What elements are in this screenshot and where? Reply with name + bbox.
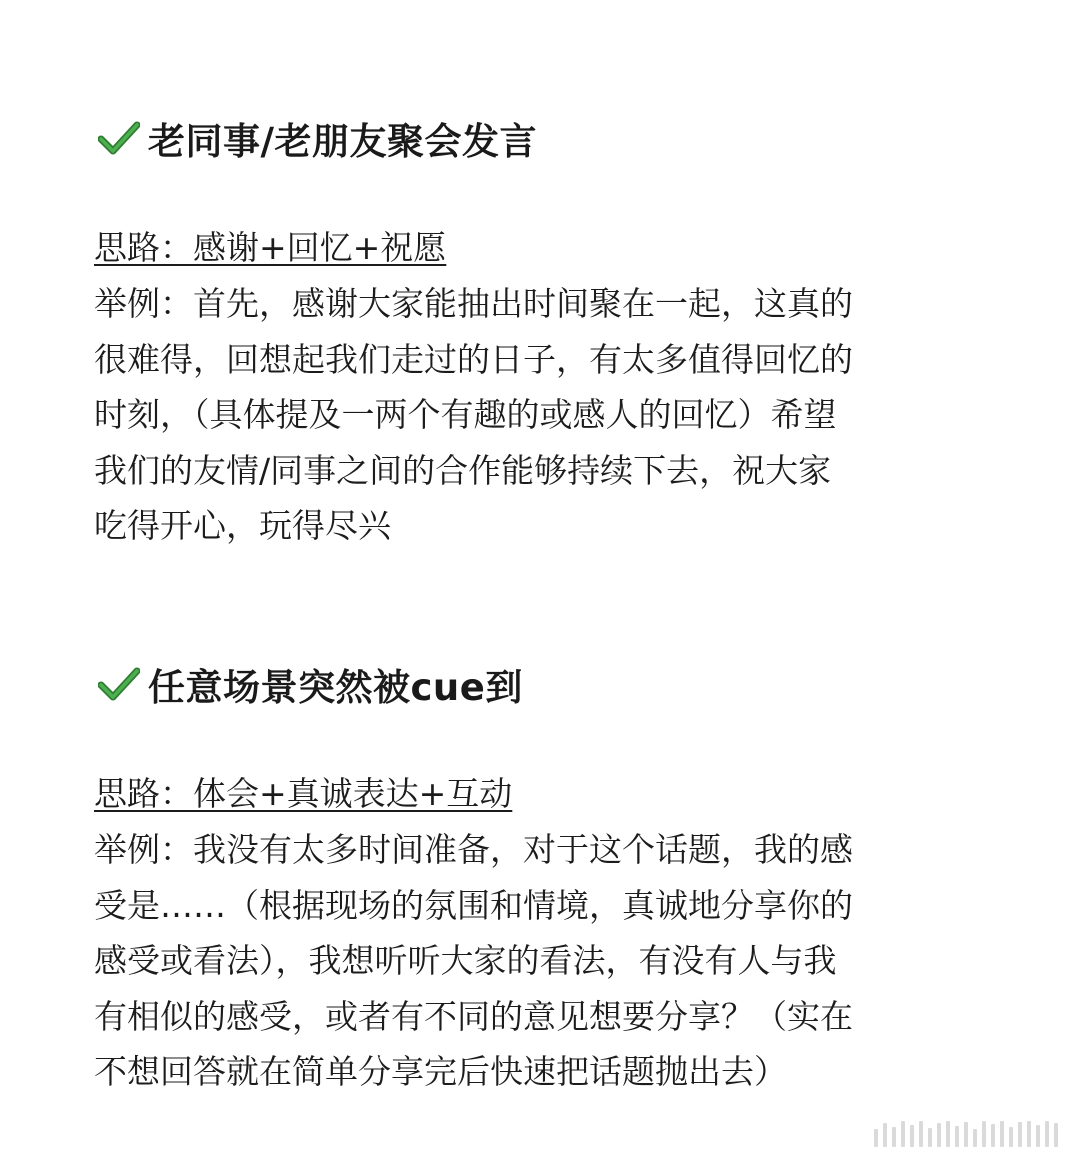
example-line: 时刻，（具体提及一两个有趣的或感人的回忆）希望 (94, 395, 837, 434)
section-heading (98, 658, 994, 710)
example-line: 举例：我没有太多时间准备，对于这个话题，我的感 (94, 830, 853, 869)
barcode-watermark-icon (874, 1121, 1058, 1147)
check-mark-icon (98, 120, 140, 156)
example-paragraph (94, 276, 984, 554)
heading-text: 老同事/老朋友聚会发言 (148, 120, 538, 163)
example-line: 举例：首先，感谢大家能抽出时间聚在一起，这真的 (94, 284, 853, 323)
example-line: 很难得，回想起我们走过的日子，有太多值得回忆的 (94, 339, 853, 379)
approach-line (94, 222, 994, 274)
approach-line (94, 768, 994, 820)
example-line: 有相似的感受，或者有不同的意见想要分享？（实在 (94, 996, 853, 1036)
section-reunion-speech (94, 112, 994, 554)
example-line: 感受或看法），我想听听大家的看法，有没有人与我 (94, 941, 837, 980)
section-heading (98, 112, 994, 164)
example-line: 受是……（根据现场的氛围和情境，真诚地分享你的 (94, 885, 853, 925)
example-line: 我们的友情/同事之间的合作能够持续下去，祝大家 (94, 450, 832, 490)
approach-text: 思路：感谢+回忆+祝愿 (94, 228, 447, 267)
example-line: 不想回答就在简单分享完后快速把话题抛出去） (94, 1052, 787, 1091)
example-paragraph (94, 822, 984, 1100)
approach-text: 思路：体会+真诚表达+互动 (94, 774, 513, 813)
example-line: 吃得开心，玩得尽兴 (94, 506, 391, 545)
check-mark-icon (98, 666, 140, 702)
section-sudden-cue (94, 658, 994, 1100)
heading-text: 任意场景突然被cue到 (148, 666, 523, 709)
